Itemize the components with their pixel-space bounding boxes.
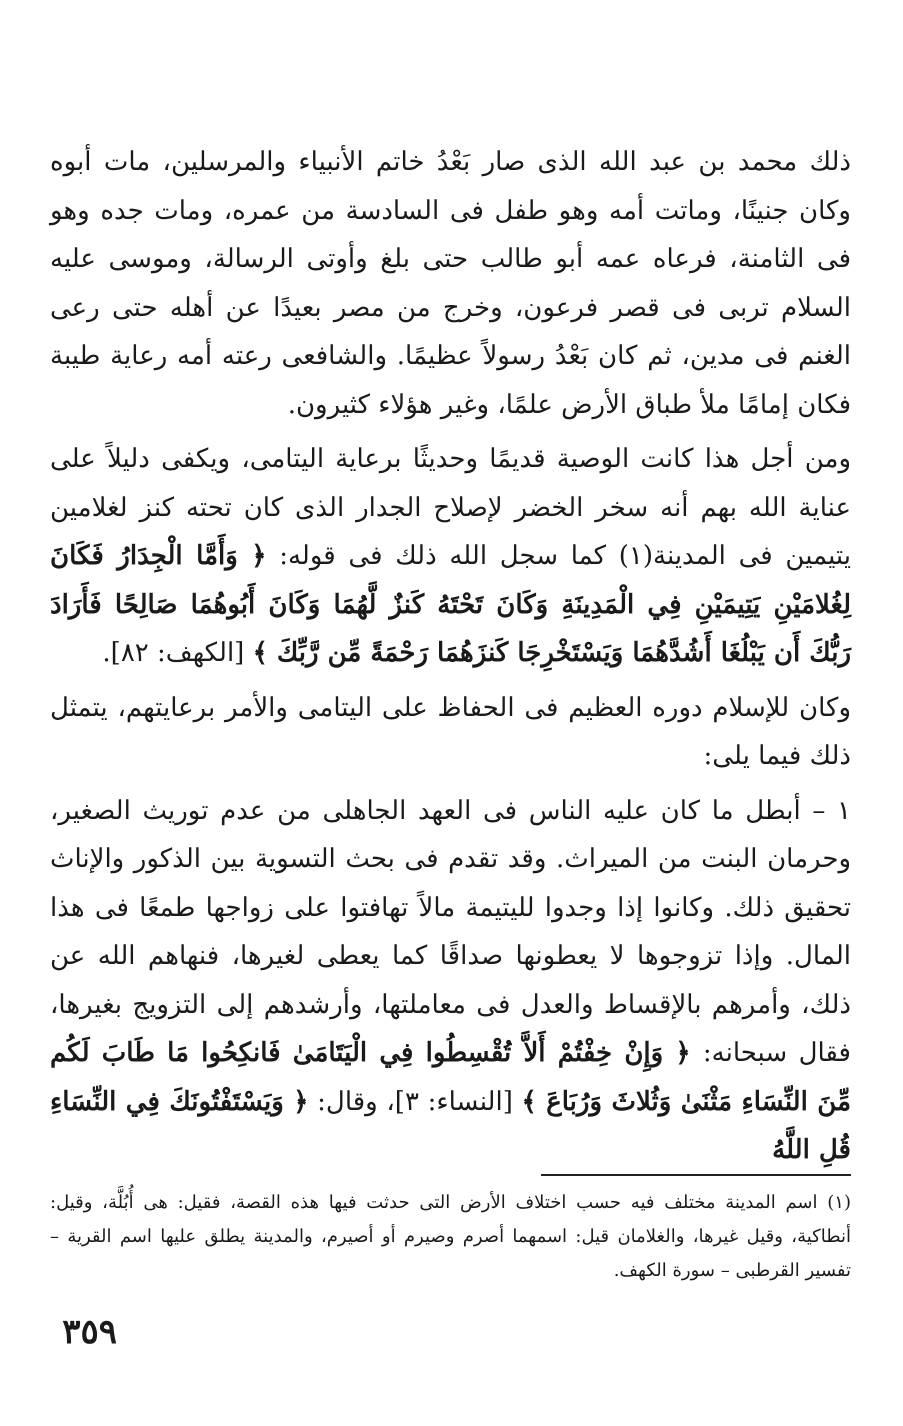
quote-reference-kahf: [الكهف: ٨٢].: [102, 638, 253, 668]
paragraph-3: [50, 684, 851, 781]
page-number: ٣٥٩: [62, 1312, 117, 1352]
quote-reference-nisa: [النساء: ٣]، وقال:: [308, 1086, 522, 1117]
paragraph-1-text: ذلك محمد بن عبد الله الذى صار بَعْدُ خاتم الأنبياء والمرسلين، مات أبوه وكان جنينًا، وماتت أمه وهو طفل فى السادسة من عمره، ومات جده وهو فى الثامنة، فرعاه عمه أبو طالب حتى بلغ وأوتى الرسالة، وموسى عليه السلام تربى فى قصر فرعون، وخرج من مصر بعيدًا عن أهله حتى رعى الغنم فى مدين، ثم كان بَعْدُ رسولاً عظيمًا. والشافعى رعته أمه رعاية طيبة فكان إمامًا ملأ طباق الأرض علمًا، وغير هؤلاء كثيرون.: [50, 147, 851, 420]
quran-quote-nisa-3: ﴿ وَإِنْ خِفْتُمْ أَلاَّ تُقْسِطُوا فِي الْيَتَامَىٰ فَانكِحُوا مَا طَابَ لَكُم مِّنَ النِّسَاءِ مَثْنَىٰ وَثُلاثَ وَرُبَاعَ ﴾: [50, 1038, 852, 1117]
paragraph-2-text: ومن أجل هذا كانت الوصية قديمًا وحديثًا برعاية اليتامى، ويكفى دليلاً على عناية الله بهم أنه سخر الخضر لإصلاح الجدار الذى كان تحته كنز لغلامين يتيمين فى المدينة(١) كما سجل الله ذلك فى قوله:: [50, 444, 851, 571]
quran-quote-nisa-127: ﴿ وَيَسْتَفْتُونَكَ فِي النِّسَاءِ قُلِ اللَّهُ: [50, 1086, 851, 1165]
footnote-divider: [541, 1174, 851, 1176]
paragraph-4: [50, 787, 851, 1175]
paragraph-1: [50, 138, 851, 429]
paragraph-2: [50, 435, 851, 678]
paragraph-3-text: وكان للإسلام دوره العظيم فى الحفاظ على اليتامى والأمر برعايتهم، يتمثل ذلك فيما يلى:: [50, 692, 851, 771]
footnote: (١) اسم المدينة مختلف فيه حسب اختلاف الأرض التى حدثت فيها هذه القصة، فقيل: هى أُبُلَّة، وقيل: أنطاكية، وقيل غيرها، والغلامان قيل: اسمهما أصرم وصيرم أو أصيرم، والمدينة يطلق عليها اسم القرية – تفسير القرطبى – سورة الكهف.: [50, 1192, 851, 1281]
quran-quote-kahf: ﴿ وَأَمَّا الْجِدَارُ فَكَانَ لِغُلامَيْنِ يَتِيمَيْنِ فِي الْمَدِينَةِ وَكَانَ تَحْتَهُ كَنزٌ لَّهُمَا وَكَانَ أَبُوهُمَا صَالِحًا فَأَرَادَ رَبُّكَ أَن يَبْلُغَا أَشُدَّهُمَا وَيَسْتَخْرِجَا كَنزَهُمَا رَحْمَةً مِّن رَّبِّكَ ﴾: [50, 541, 851, 668]
paragraph-4-text: ١ – أبطل ما كان عليه الناس فى العهد الجاهلى من عدم توريث الصغير، وحرمان البنت من الميراث. وقد تقدم فى بحث التسوية بين الذكور والإناث تحقيق ذلك. وكانوا إذا وجدوا لليتيمة مالاً تهافتوا على زواجها طمعًا فى هذا المال. وإذا تزوجوها لا يعطونها صداقًا كما يعطى لغيرها، فنهاهم الله عن ذلك، وأمرهم بالإقساط والعدل فى معاملتها، وأرشدهم إلى التزويج بغيرها، فقال سبحانه:: [50, 795, 851, 1068]
